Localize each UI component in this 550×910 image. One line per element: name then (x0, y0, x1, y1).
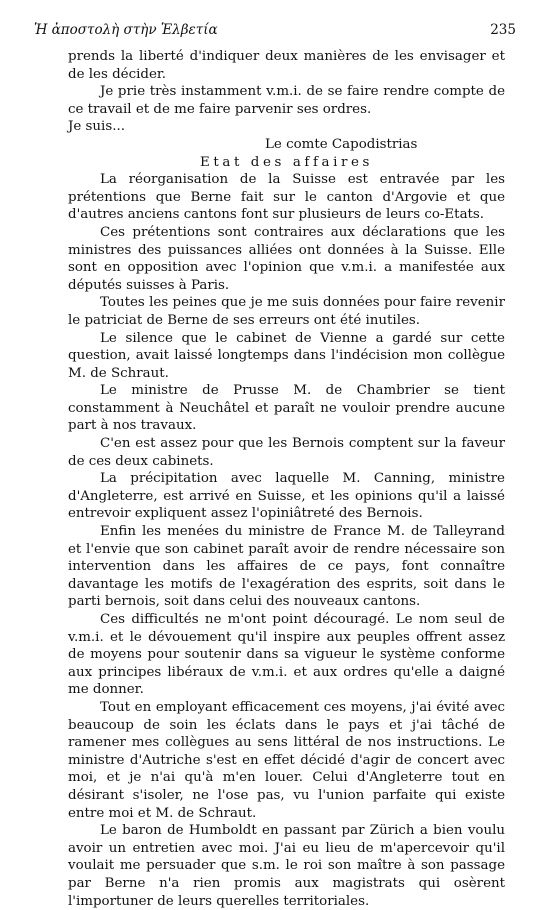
paragraph: La précipitation avec laquelle M. Canning, ministre d'Angleterre, est arrivé en Suisse, et les opinions qu'il a laissé entrevoir expliquent assez l'opiniâtreté des Bernois. (68, 471, 505, 522)
paragraph: C'en est assez pour que les Bernois comptent sur la faveur de ces deux cabinets. (68, 436, 505, 469)
signature: Le comte Capodistrias (265, 136, 418, 152)
page-number: 235 (490, 22, 516, 38)
paragraph: Je prie très instamment v.m.i. de se faire rendre compte de ce travail et de me faire parvenir ses ordres. (68, 84, 505, 117)
paragraph: Le baron de Humboldt en passant par Zürich a bien voulu avoir un entretien avec moi. J'ai eu lieu de m'apercevoir qu'il voulait me persuader que s.m. le roi son maître à son passage par Berne n'a rien promis aux magistrats qui osèrent l'importuner de leurs querelles territoriales. (68, 823, 505, 909)
paragraph: La réorganisation de la Suisse est entravée par les prétentions que Berne fait sur le canton d'Argovie et que d'autres anciens cantons font sur plusieurs de leurs co-Etats. (68, 172, 505, 223)
paragraph: Ces difficultés ne m'ont point découragé. Le nom seul de v.m.i. et le dévouement qu'il inspire aux peuples offrent assez de moyens pour soutenir dans sa vigueur le système conforme aux principes libéraux de v.m.i. et aux ordres qu'elle a daigné me donner. (68, 612, 505, 698)
paragraph: Ces prétentions sont contraires aux déclarations que les ministres des puissances alliées ont données à la Suisse. Elle sont en opposition avec l'opinion que v.m.i. a manifestée aux députés suisses à Paris. (68, 224, 505, 293)
paragraph: Le silence que le cabinet de Vienne a gardé sur cette question, avait laissé longtemps dans l'indécision mon collègue M. de Schraut. (68, 330, 505, 381)
page-header (34, 22, 516, 40)
paragraph: Le ministre de Prusse M. de Chambrier se tient constamment à Neuchâtel et paraît ne vouloir prendre aucune part à nos travaux. (68, 383, 505, 434)
paragraph: Toutes les peines que je me suis données pour faire revenir le patriciat de Berne de ses erreurs ont été inutiles. (68, 295, 505, 328)
letter-closing: Je suis... (68, 119, 125, 135)
page-body (68, 48, 505, 910)
paragraph: Enfin les menées du ministre de France M. de Talleyrand et l'envie que son cabinet paraît avoir de rendre nécessaire son intervention dans les affaires de ce pays, font connaître davantage les motifs de l'exagération des esprits, soit dans le parti bernois, soit dans celui des nouveaux cantons. (68, 524, 505, 610)
paragraph: prends la liberté d'indiquer deux manières de les envisager et de les décider. (68, 49, 505, 82)
paragraph: Tout en employant efficacement ces moyens, j'ai évité avec beaucoup de soin les éclats dans le pays et j'ai tâché de ramener mes collègues au sens littéral de nos instructions. Le ministre d'Autriche s'est en effet décidé d'agir de concert avec moi, et je n'ai qu'à m'en louer. Celui d'Angleterre tout en désirant s'isoler, ne l'ose pas, vu l'union parfaite qui existe entre moi et M. de Schraut. (68, 699, 505, 821)
running-head: Ἡ ἀποστολὴ στὴν Ἑλβετία (34, 22, 218, 38)
section-title: Etat des affaires (200, 154, 373, 170)
